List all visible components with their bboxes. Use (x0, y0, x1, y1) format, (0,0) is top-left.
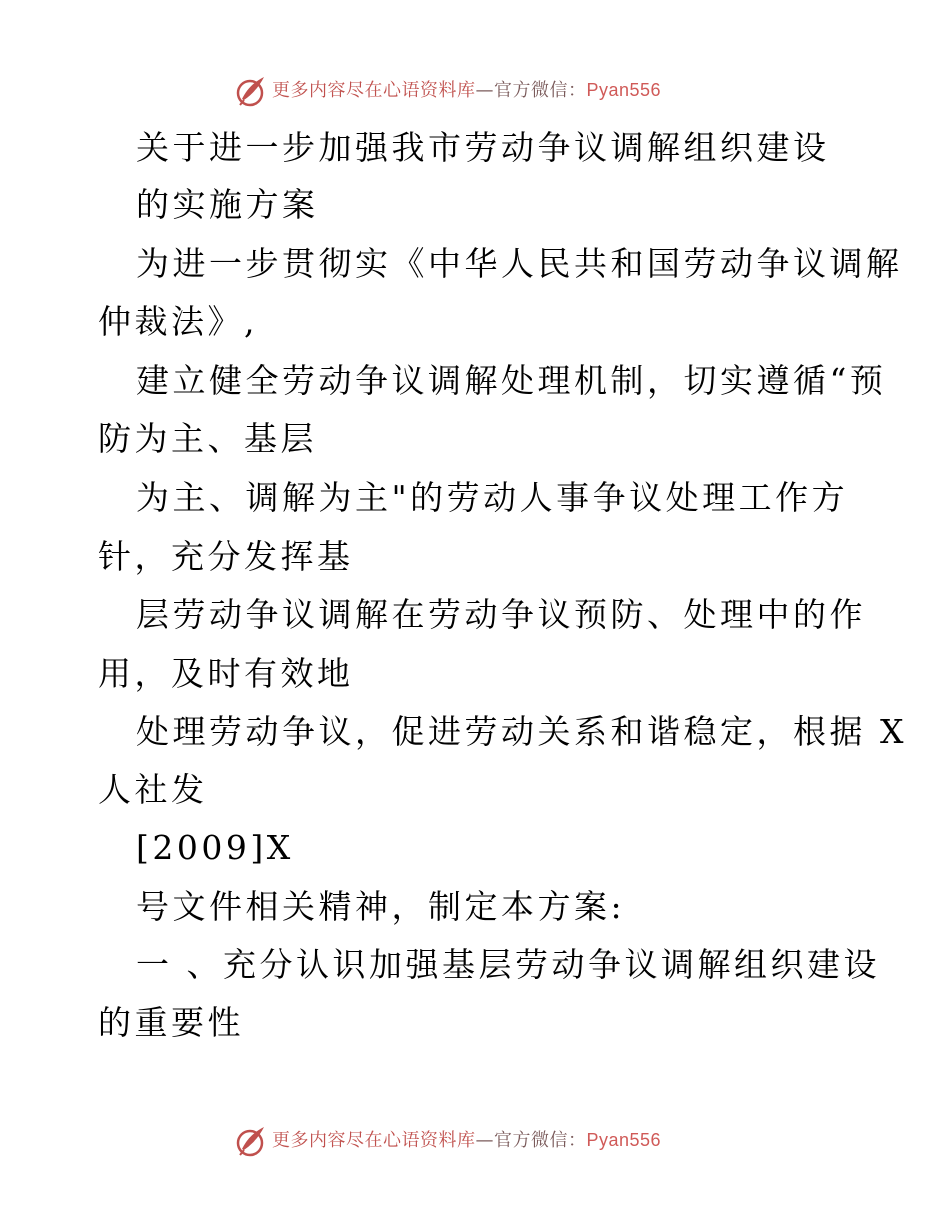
banner-text (272, 72, 661, 109)
banner-main-text: 更多内容尽在心语资料库 (272, 80, 476, 101)
banner-wechat-id: Pyan556 (586, 80, 662, 100)
footer-banner (0, 1120, 950, 1160)
doc-line: 建立健全劳动争议调解处理机制，切实遵循“预 (136, 361, 887, 400)
doc-line: 用，及时有效地 (98, 654, 354, 693)
doc-line: 防为主、基层 (98, 419, 317, 458)
doc-line: 为进一步贯彻实《中华人民共和国劳动争议调解 (136, 244, 903, 283)
banner-wechat-label: 官方微信： (494, 80, 587, 101)
header-banner (0, 70, 950, 110)
doc-title-line-1: 关于进一步加强我市劳动争议调解组织建设 (136, 128, 830, 167)
doc-line: 层劳动争议调解在劳动争议预防、处理中的作 (136, 595, 866, 634)
doc-line: 处理劳动争议，促进劳动关系和谐稳定，根据 X (136, 712, 907, 751)
section-heading-line-1: 一 、充分认识加强基层劳动争议调解组织建设 (136, 945, 880, 984)
banner-wechat-label: 官方微信： (494, 1130, 587, 1151)
banner-text (272, 1122, 661, 1159)
doc-line: [2009]X (136, 828, 294, 867)
banner-dash: — (475, 1130, 494, 1151)
banner-content (232, 1122, 661, 1159)
section-heading-line-2: 的重要性 (98, 1003, 244, 1042)
doc-line: 针，充分发挥基 (98, 537, 354, 576)
doc-line: 为主、调解为主"的劳动人事争议处理工作方 (136, 478, 849, 517)
doc-title-line-2: 的实施方案 (136, 185, 319, 224)
banner-dash: — (475, 80, 494, 101)
doc-line: 人社发 (98, 770, 208, 809)
quill-pen-logo-icon (232, 1123, 268, 1159)
banner-wechat-id: Pyan556 (586, 1130, 662, 1150)
banner-content (232, 72, 661, 109)
quill-pen-logo-icon (232, 73, 268, 109)
doc-line: 号文件相关精神，制定本方案: (136, 887, 626, 926)
doc-line: 仲裁法》, (98, 302, 258, 341)
banner-main-text: 更多内容尽在心语资料库 (272, 1130, 476, 1151)
